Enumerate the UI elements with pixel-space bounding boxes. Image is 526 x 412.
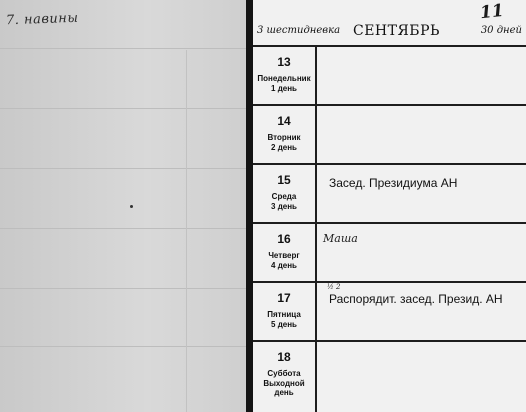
right-page-september: [253, 0, 526, 412]
ghost-divider: [0, 48, 246, 49]
date-cell: [253, 342, 317, 412]
left-page-previous: [0, 0, 246, 412]
day-row: [253, 283, 526, 342]
month-title: СЕНТЯБРЬ: [353, 23, 440, 39]
book-spine: [246, 0, 253, 412]
ghost-divider: [0, 108, 246, 109]
weekday-name: Вторник: [267, 133, 301, 142]
day-ordinal: 2 день: [271, 143, 297, 152]
week-label: 3 шестидневка: [257, 25, 341, 36]
day-number: 17: [277, 291, 291, 305]
day-note: Распорядит. засед. Презид. АН: [329, 292, 503, 306]
ghost-column-divider: [186, 50, 187, 412]
ghost-divider: [0, 288, 246, 289]
day-row: [253, 47, 526, 106]
day-number: 13: [277, 55, 291, 69]
weekday-name: Четверг: [268, 251, 300, 260]
day-ordinal: Выходной день: [263, 379, 305, 397]
day-number: 15: [277, 173, 291, 187]
day-note: Засед. Президиума АН: [329, 176, 458, 190]
day-ordinal: 4 день: [271, 261, 297, 270]
day-row: [253, 224, 526, 283]
page-header: [253, 0, 526, 47]
date-cell: [253, 283, 317, 340]
weekday-name: Среда: [271, 192, 297, 201]
days-total: 30 дней: [480, 25, 522, 36]
handwritten-note: Маша: [323, 232, 358, 245]
handwritten-time-mark: ½ 2: [327, 283, 341, 291]
handwritten-note: 7. навины: [5, 10, 79, 29]
day-ordinal: 5 день: [271, 320, 297, 329]
day-ordinal: 1 день: [271, 84, 297, 93]
date-cell: [253, 165, 317, 222]
day-row: [253, 106, 526, 165]
weekday-name: Пятница: [267, 310, 301, 319]
date-cell: [253, 47, 317, 104]
day-number: 14: [277, 114, 291, 128]
day-number: 16: [277, 232, 291, 246]
handwritten-page-number: 11: [479, 0, 505, 24]
day-ordinal: 3 день: [271, 202, 297, 211]
day-row: [253, 342, 526, 412]
ink-dot: [130, 205, 133, 208]
date-cell: [253, 224, 317, 281]
day-number: 18: [277, 350, 291, 364]
ghost-divider: [0, 168, 246, 169]
weekday-name: Суббота: [267, 369, 301, 378]
ghost-divider: [0, 346, 246, 347]
ghost-divider: [0, 228, 246, 229]
date-cell: [253, 106, 317, 163]
day-row: [253, 165, 526, 224]
weekday-name: Понедельник: [257, 74, 311, 83]
